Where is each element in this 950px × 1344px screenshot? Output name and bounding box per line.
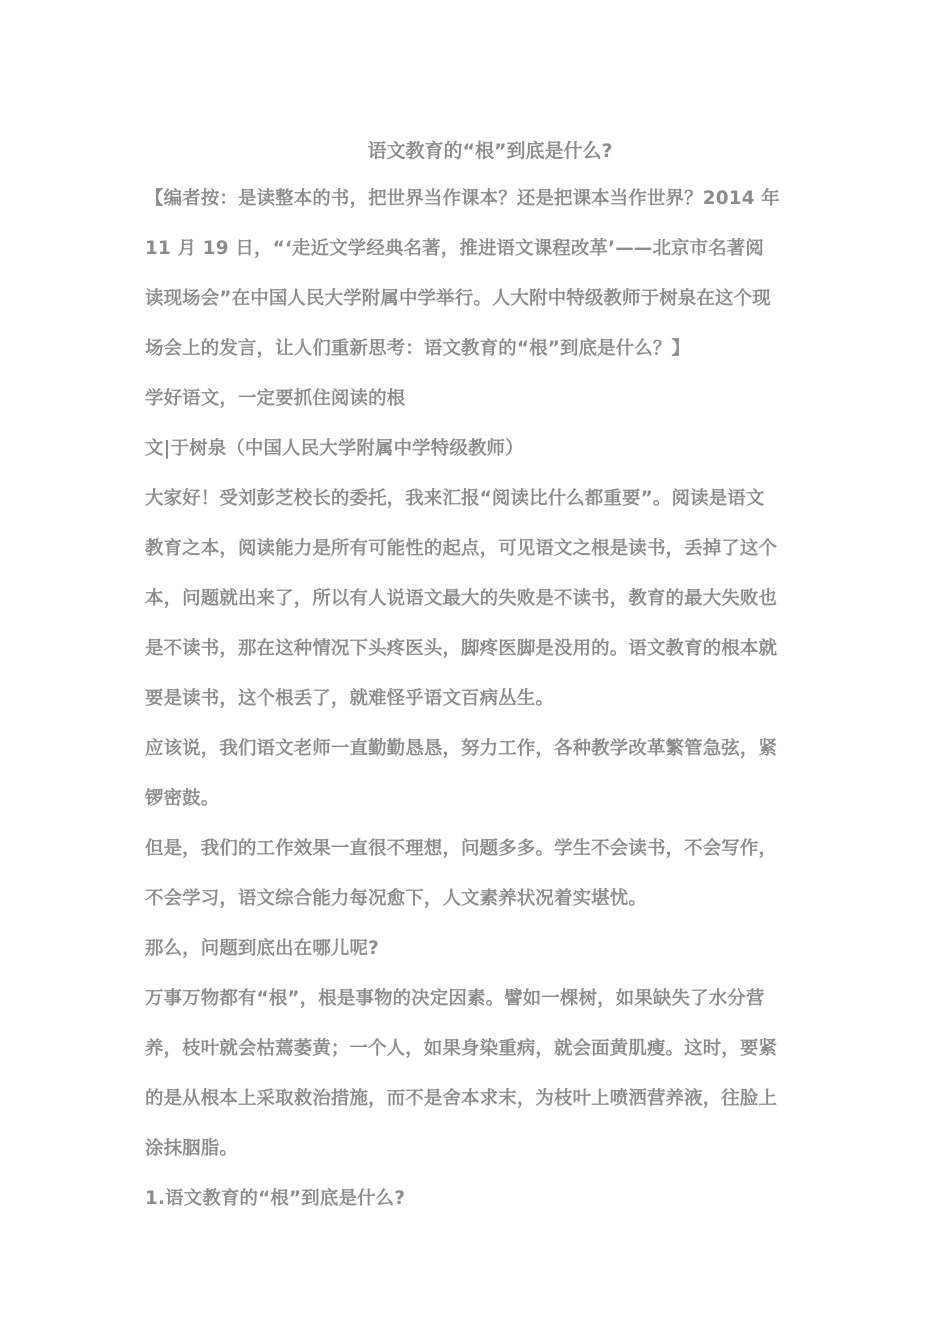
text-line: 应该说，我们语文老师一直勤勤恳恳，努力工作，各种教学改革繁管急弦，紧 [145,738,778,759]
text-line: 万事万物都有“根”，根是事物的决定因素。譬如一棵树，如果缺失了水分营 [145,988,765,1009]
text-line: 但是，我们的工作效果一直很不理想，问题多多。学生不会读书，不会写作， [145,838,778,859]
author-line: 文|于树泉（中国人民大学附属中学特级教师） [145,438,524,459]
section-heading: 学好语文，一定要抓住阅读的根 [145,388,406,409]
section-heading: 1.语文教育的“根”到底是什么? [145,1188,406,1209]
document-title: 语文教育的“根”到底是什么? [367,140,613,162]
text-line: 11 月 19 日，“‘走近文学经典名著，推进语文课程改革’——北京市名著阅 [145,238,764,259]
text-line: 场会上的发言，让人们重新思考：语文教育的“根”到底是什么？】 [145,338,691,359]
text-line: 锣密鼓。 [145,788,220,809]
text-line: 是不读书，那在这种情况下头疼医头，脚疼医脚是没用的。语文教育的根本就 [145,638,778,659]
text-line: 的是从根本上采取救治措施，而不是舍本求末，为枝叶上喷洒营养液，往脸上 [145,1088,778,1109]
text-line: 养，枝叶就会枯蔫萎黄；一个人，如果身染重病，就会面黄肌瘦。这时，要紧 [145,1038,778,1059]
text-line: 涂抹胭脂。 [145,1138,238,1159]
text-line: 要是读书，这个根丢了，就难怪乎语文百病丛生。 [145,688,554,709]
text-line: 不会学习，语文综合能力每况愈下，人文素养状况着实堪忧。 [145,888,647,909]
text-line: 本，问题就出来了，所以有人说语文最大的失败是不读书，教育的最大失败也 [145,588,778,609]
text-line: 那么，问题到底出在哪儿呢? [145,938,379,959]
text-line: 【编者按：是读整本的书，把世界当作课本？还是把课本当作世界？2014 年 [145,188,780,209]
text-line: 读现场会”在中国人民大学附属中学举行。人大附中特级教师于树泉在这个现 [145,288,771,309]
text-line: 大家好！受刘彭芝校长的委托，我来汇报“阅读比什么都重要”。阅读是语文 [145,488,765,509]
text-line: 教育之本，阅读能力是所有可能性的起点，可见语文之根是读书，丢掉了这个 [145,538,778,559]
